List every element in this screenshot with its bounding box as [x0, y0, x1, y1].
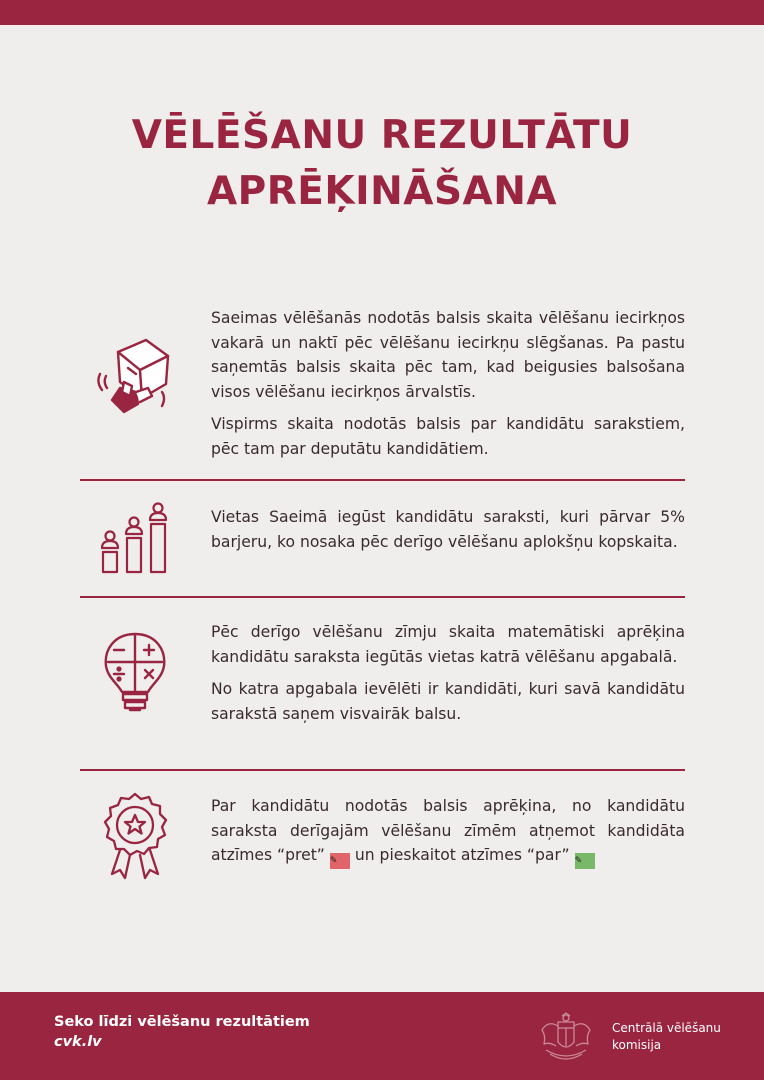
organization-name-line2: komisija	[612, 1038, 662, 1052]
podium-bars-icon	[90, 496, 180, 586]
divider	[80, 479, 685, 481]
mark-for-icon: ✎	[575, 853, 595, 869]
footer-slogan: Seko līdzi vēlēšanu rezultātiem	[54, 1014, 310, 1030]
page-title-line1: VĒLĒŠANU REZULTĀTU	[131, 113, 633, 158]
paragraph: Vietas Saeimā iegūst kandidātu saraksti, kuri pārvar 5% barjeru, ko nosaka pēc derīgo vēlēšanu aplokšņu kopskaita.	[211, 508, 685, 551]
paragraph: No katra apgabala ievēlēti ir kandidāti, kuri savā kandidātu sarakstā saņem visvairāk balsu.	[211, 680, 685, 723]
section-threshold-text	[211, 505, 685, 562]
section-vote-counting-text	[211, 306, 685, 469]
footer-website-link[interactable]: cvk.lv	[54, 1034, 102, 1050]
page-title-line2: APRĒĶINĀŠANA	[206, 169, 558, 214]
section-candidate-votes	[80, 780, 685, 890]
section-candidate-votes-text	[211, 794, 685, 877]
paragraph-part-1: Par kandidātu nodotās balsis aprēķina, no kandidātu saraksta derīgajām vēlēšanu zīmēm atņemot kandidāta atzīmes “pret”	[211, 797, 685, 864]
divider	[80, 596, 685, 598]
paragraph: Vispirms skaita nodotās balsis par kandidātu sarakstiem, pēc tam par deputātu kandidātiem.	[211, 415, 685, 458]
section-threshold	[80, 490, 685, 590]
organization-name-line1: Centrālā vēlēšanu	[612, 1021, 721, 1035]
paragraph: Saeimas vēlēšanās nodotās balsis skaita vēlēšanu iecirkņos vakarā un naktī pēc vēlēšanu iecirkņu slēgšanas. Pa pastu saņemtās balsis skaita pēc tam, kad beigusies balsošana visos vēlēšanu iecirkņos ārvalstīs.	[211, 309, 685, 401]
top-bar	[0, 0, 764, 25]
paragraph: Pēc derīgo vēlēšanu zīmju skaita matemātiski aprēķina kandidātu saraksta iegūtās vietas katrā vēlēšanu apgabalā.	[211, 623, 685, 666]
coat-of-arms-icon	[536, 1012, 596, 1064]
footer	[0, 992, 764, 1080]
math-lightbulb-icon	[90, 628, 180, 718]
award-rosette-icon	[90, 790, 180, 880]
ballot-box-icon	[90, 330, 180, 420]
section-vote-counting	[80, 300, 685, 470]
section-seat-allocation-text	[211, 620, 685, 734]
paragraph-part-2: un pieskaitot atzīmes “par”	[354, 846, 570, 864]
section-seat-allocation	[80, 606, 685, 766]
divider	[80, 769, 685, 771]
page-title	[0, 108, 764, 220]
paragraph	[211, 794, 685, 869]
mark-against-icon: ✎	[330, 853, 350, 869]
organization-name	[612, 1020, 721, 1054]
